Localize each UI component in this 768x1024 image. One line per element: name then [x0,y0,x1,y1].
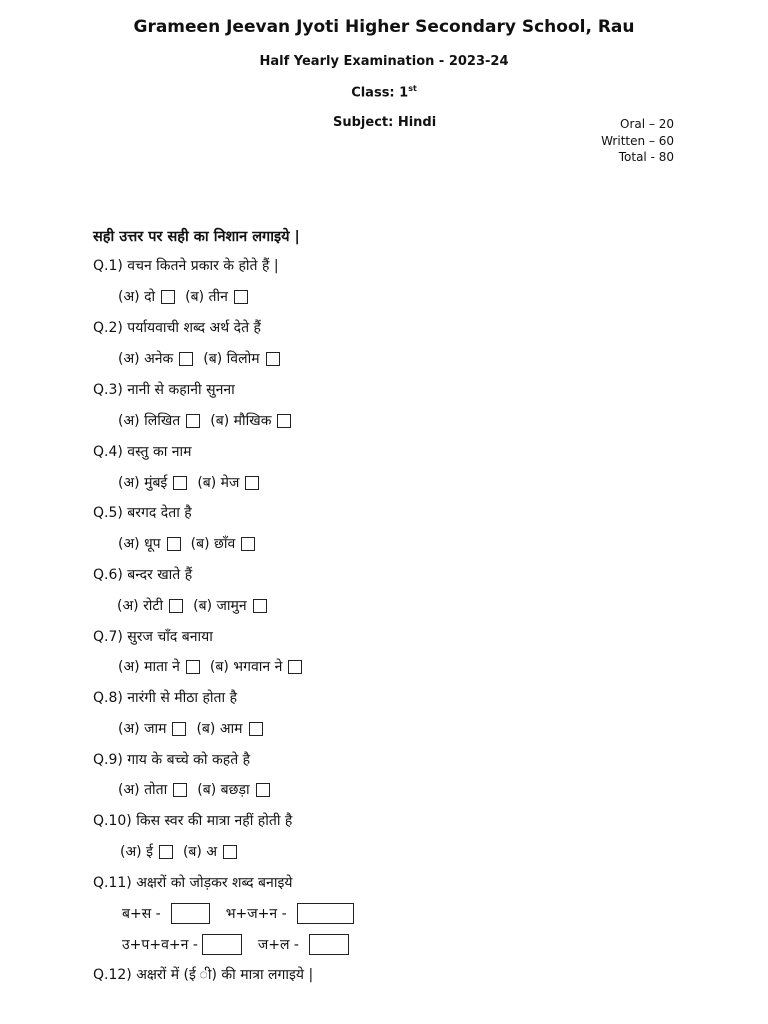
question-5: Q.5) बरगद देता है [93,505,192,521]
marks-breakdown [601,116,674,166]
word-build-row-1 [122,903,354,924]
question-11: Q.11) अक्षरों को जोड़कर शब्द बनाइये [93,875,293,891]
question-8: Q.8) नारंगी से मीठा होता है [93,690,238,706]
answer-box-1[interactable] [171,903,210,924]
question-9: Q.9) गाय के बच्चे को कहते है [93,752,251,768]
option-b: (ब) मेज [197,475,240,491]
letters-1: ब+स - [122,906,161,922]
checkbox-b[interactable] [223,845,237,859]
option-a: (अ) अनेक [118,351,174,367]
option-a: (अ) रोटी [117,598,164,614]
exam-title: Half Yearly Examination - 2023-24 [259,54,509,69]
checkbox-a[interactable] [179,352,193,366]
answer-box-2[interactable] [297,903,354,924]
option-a: (अ) लिखित [118,413,181,429]
answer-box-3[interactable] [202,934,242,955]
question-2: Q.2) पर्यायवाची शब्द अर्थ देते हैं [93,320,261,336]
checkbox-b[interactable] [249,722,263,736]
options-8 [118,719,273,738]
question-6: Q.6) बन्दर खाते हैं [93,567,193,583]
option-b: (ब) छाँव [190,536,236,552]
checkbox-b[interactable] [266,352,280,366]
school-name: Grameen Jeevan Jyoti Higher Secondary School, Rau [133,17,635,37]
checkbox-b[interactable] [241,537,255,551]
class-label [0,84,768,100]
letters-3: उ+प+व+न - [122,937,198,953]
class-text: Class: 1 [351,85,409,101]
option-b: (ब) मौखिक [210,413,272,429]
option-b: (ब) आम [196,721,243,737]
question-3: Q.3) नानी से कहानी सुनना [93,382,235,398]
answer-box-4[interactable] [309,934,349,955]
options-5 [118,534,265,553]
word-build-row-2 [122,934,349,955]
checkbox-b[interactable] [245,476,259,490]
options-6 [117,596,277,615]
checkbox-b[interactable] [277,414,291,428]
checkbox-a[interactable] [173,476,187,490]
checkbox-a[interactable] [186,414,200,428]
option-b: (ब) जामुन [193,598,247,614]
options-10 [120,842,247,861]
question-1: Q.1) वचन कितने प्रकार के होते हैं | [93,258,279,274]
checkbox-a[interactable] [172,722,186,736]
options-7 [118,657,312,676]
question-4: Q.4) वस्तु का नाम [93,444,192,460]
section-heading: सही उत्तर पर सही का निशान लगाइये | [93,229,300,245]
checkbox-a[interactable] [167,537,181,551]
options-3 [118,411,301,430]
option-b: (ब) विलोम [203,351,260,367]
option-a: (अ) मुंबई [118,475,168,491]
letters-2: भ+ज+न - [225,906,287,922]
options-9 [118,780,280,799]
subject-label: Subject: Hindi [333,115,437,130]
option-b: (ब) भगवान ने [209,659,283,675]
marks-oral: Oral – 20 [620,117,674,131]
marks-written: Written – 60 [601,133,674,148]
options-2 [118,349,290,368]
option-a: (अ) दो [118,289,156,305]
option-b: (ब) बछड़ा [197,782,250,798]
option-b: (ब) तीन [185,289,228,305]
question-10: Q.10) किस स्वर की मात्रा नहीं होती है [93,813,293,829]
checkbox-a[interactable] [159,845,173,859]
option-a: (अ) माता ने [118,659,180,675]
checkbox-b[interactable] [288,660,302,674]
class-superscript: st [408,84,417,93]
options-4 [118,473,269,492]
checkbox-a[interactable] [173,783,187,797]
option-a: (अ) ई [120,844,153,860]
checkbox-b[interactable] [253,599,267,613]
checkbox-a[interactable] [169,599,183,613]
option-a: (अ) धूप [118,536,161,552]
option-a: (अ) जाम [118,721,167,737]
checkbox-a[interactable] [161,290,175,304]
checkbox-a[interactable] [186,660,200,674]
marks-total: Total - 80 [618,150,674,164]
checkbox-b[interactable] [234,290,248,304]
option-a: (अ) तोता [118,782,168,798]
question-12: Q.12) अक्षरों में (ई ी) की मात्रा लगाइये | [93,967,314,983]
question-7: Q.7) सुरज चाँद बनाया [93,629,213,645]
checkbox-b[interactable] [256,783,270,797]
letters-4: ज+ल - [257,937,299,953]
options-1 [118,287,258,306]
option-b: (ब) अ [182,844,218,860]
